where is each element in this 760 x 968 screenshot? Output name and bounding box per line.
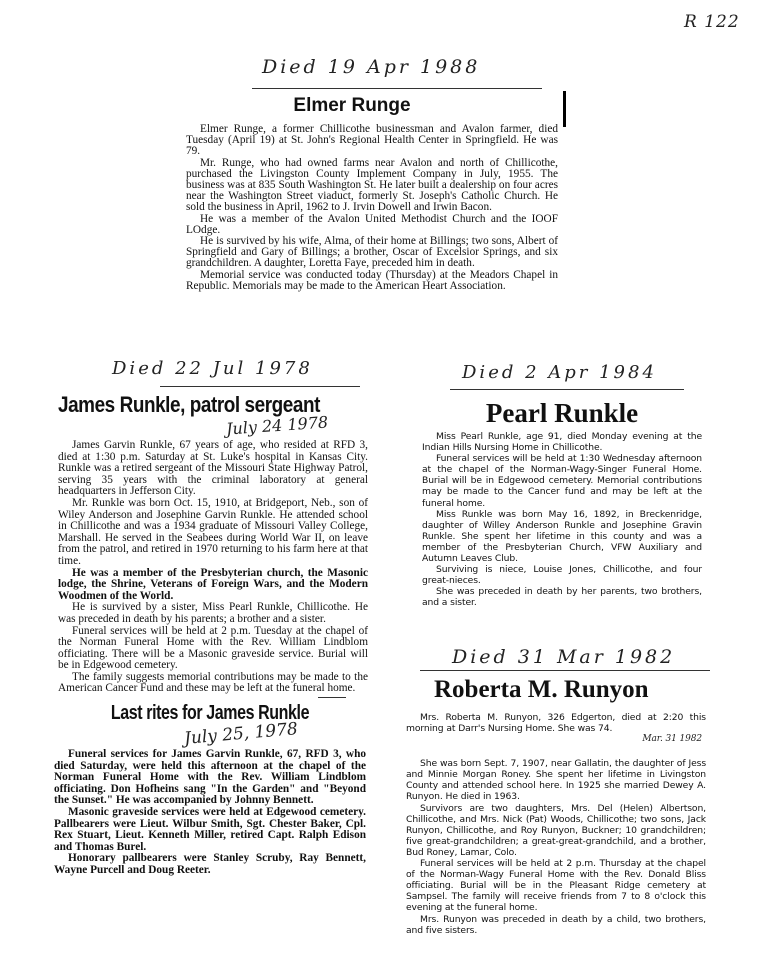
obituary-james-runkle [58, 392, 368, 695]
handwritten-margin-note: Mar. 31 1982 [642, 734, 702, 745]
obituary-elmer-runge [186, 95, 558, 292]
obituary-pearl-runkle [422, 398, 702, 609]
obituary-last-rites-james-runkle [54, 702, 366, 877]
paragraph: She was born Sept. 7, 1907, near Gallatin, the daughter of Jess and Minnie Morgan Roney. She spent her lifetime in Livingston County and attended school here. In 1925 she married Dewey A. Runyon. He died in 1963. [406, 758, 706, 803]
obituary-headline: James Runkle, patrol sergeant [58, 392, 320, 417]
paragraph: Surviving is niece, Louise Jones, Chillicothe, and four great-nieces. [422, 564, 702, 587]
obituary-headline: Last rites for James Runkle [110, 702, 310, 724]
obituary-body [422, 431, 702, 609]
handwritten-margin-note: July 24 1978 [225, 412, 329, 439]
paragraph: James Garvin Runkle, 67 years of age, who resided at RFD 3, died at 1:30 p.m. Saturday at St. Luke's hospital in Kansas City. Runkle was a retired sergeant of the Missouri State Highway Patrol, serving 35 years with the criminal laboratory at general headquarters in Jefferson City. [58, 439, 368, 498]
obituary-roberta-runyon [406, 676, 706, 936]
divider [318, 697, 346, 698]
obituary-headline: Pearl Runkle [485, 398, 639, 428]
divider [420, 670, 710, 671]
divider [450, 389, 684, 390]
divider [160, 386, 360, 387]
paragraph: Miss Runkle was born May 16, 1892, in Breckenridge, daughter of Willey Anderson Runkle and Josephine Gravin Runkle. She spent her lifetime in this county and was a member of the Presbyterian Church, VFW Auxiliary and Autumn Leaves Club. [422, 508, 702, 565]
paragraph: He was a member of the Avalon United Methodist Church and the IOOF LOdge. [186, 212, 558, 236]
paragraph: Miss Pearl Runkle, age 91, died Monday evening at the Indian Hills Nursing Home in Chillicothe. [422, 431, 702, 454]
obituary-body [54, 749, 366, 877]
handwritten-date: Died 22 Jul 1978 [112, 358, 313, 379]
paragraph: Honorary pallbearers were Stanley Scruby, Ray Bennett, Wayne Purcell and Doug Reeter. [54, 852, 366, 876]
obituary-body [406, 712, 706, 936]
obituary-body [58, 440, 368, 695]
paragraph: Memorial service was conducted today (Thursday) at the Meadors Chapel in Republic. Memorials may be made to the American Heart Association. [186, 268, 558, 292]
obituary-headline: Elmer Runge [293, 95, 411, 116]
paragraph: Mrs. Runyon was preceded in death by a child, two brothers, and five sisters. [406, 913, 706, 936]
paragraph: He is survived by his wife, Alma, of their home at Billings; two sons, Albert of Springfield and Gary of Billings; a brother, Oscar of Excelsior Springs, and six grandchildren. A daughter, Loretta Faye, preceded him in death. [186, 235, 558, 270]
margin-note-line [406, 734, 706, 746]
handwritten-date: Died 31 Mar 1982 [452, 646, 676, 668]
paragraph: Masonic graveside services were held at Edgewood cemetery. Pallbearers were Lieut. Wilbur Smith, Sgt. Chester Baker, Cpl. Rex Stuart, Lieut. Kenneth Miller, retired Capt. Ralph Edison and Thomas Burel. [54, 805, 366, 853]
paragraph: Mr. Runge, who had owned farms near Avalon and north of Chillicothe, purchased the Livingston County Implement Company in July, 1955. The business was at 835 South Washington St. He later built a dealership on four acres near the Washington Street viaduct, formerly St. Joseph's Catholic Church. He sold the business in April, 1962 to J. Irvin Dowell and Irwin Bacon. [186, 156, 558, 214]
paragraph: He is survived by a sister, Miss Pearl Runkle, Chillicothe. He was preceded in death by his parents; a brother and a sister. [58, 601, 368, 625]
paragraph: Elmer Runge, a former Chillicothe businessman and Avalon farmer, died Tuesday (April 19) at St. John's Regional Health Center in Springfield. He was 79. [186, 123, 558, 158]
paragraph: She was preceded in death by her parents, two brothers, and a sister. [422, 586, 702, 609]
paragraph: He was a member of the Presbyterian church, the Masonic lodge, the Shrine, Veterans of Foreign Wars, and the Modern Woodmen of the World. [58, 566, 368, 602]
page-reference-note: R 122 [684, 12, 740, 32]
paragraph: Funeral services will be held at 2 p.m. Thursday at the chapel of the Norman-Wagy Funeral Home with the Rev. Donald Bliss officiating. Burial will be in the Pleasant Ridge cemetery at Sampsel. The family will receive friends from 7 to 8 o'clock this evening at the funeral home. [406, 858, 706, 914]
obituary-headline: Roberta M. Runyon [434, 676, 649, 703]
paragraph: Mrs. Roberta M. Runyon, 326 Edgerton, died at 2:20 this morning at Darr's Nursing Home. She was 74. [406, 712, 706, 735]
paragraph: The family suggests memorial contributions may be made to the American Cancer Fund and these may be left at the funeral home. [58, 670, 368, 695]
handwritten-margin-note: July 25, 1978 [183, 719, 299, 749]
paragraph: Survivors are two daughters, Mrs. Del (Helen) Albertson, Chillicothe, and Mrs. Nick (Pat) Woods, Chillicothe; two sons, Jack Runyon, Chillicothe, and Roy Runyon, Buckner; 10 grandchildren; five great-grandchildren; a great-great-grandchild, and a brother, Bud Roney, Lamar, Colo. [406, 802, 706, 858]
paragraph: Funeral services for James Garvin Runkle, 67, RFD 3, who died Saturday, were held this afternoon at the chapel of the Norman Funeral Home with the Rev. William Lindblom officiating. Don Hofheins sang "In the Garden" and "Beyond the Sunset." He was accompanied by Johnny Bennett. [54, 748, 366, 807]
margin-mark [563, 91, 566, 127]
paragraph: Funeral services will be held at 2 p.m. Tuesday at the chapel of the Norman Funeral Home with the Rev. William Lindblom officiating. There will be a Masonic graveside service. Burial will be in Edgewood cemetery. [58, 624, 368, 672]
handwritten-date: Died 19 Apr 1988 [262, 56, 481, 78]
obituary-body [186, 124, 558, 292]
divider [252, 88, 542, 89]
paragraph: Mr. Runkle was born Oct. 15, 1910, at Bridgeport, Neb., son of Wiley Anderson and Josephine Garvin Runkle. He attended school in Chillicothe and was a 1934 graduate of Missouri Valley College, Marshall. He served in the Seabees during World War II, on leave from the patrol, and retired in 1970 returning to his farm here at that time. [58, 496, 368, 567]
paragraph: Funeral services will be held at 1:30 Wednesday afternoon at the chapel of the Norman-Wagy-Singer Funeral Home. Burial will be in Edgewood cemetery. Memorial contributions may be made to the Cancer fund and may be left at the funeral home. [422, 453, 702, 509]
handwritten-date: Died 2 Apr 1984 [462, 362, 657, 383]
